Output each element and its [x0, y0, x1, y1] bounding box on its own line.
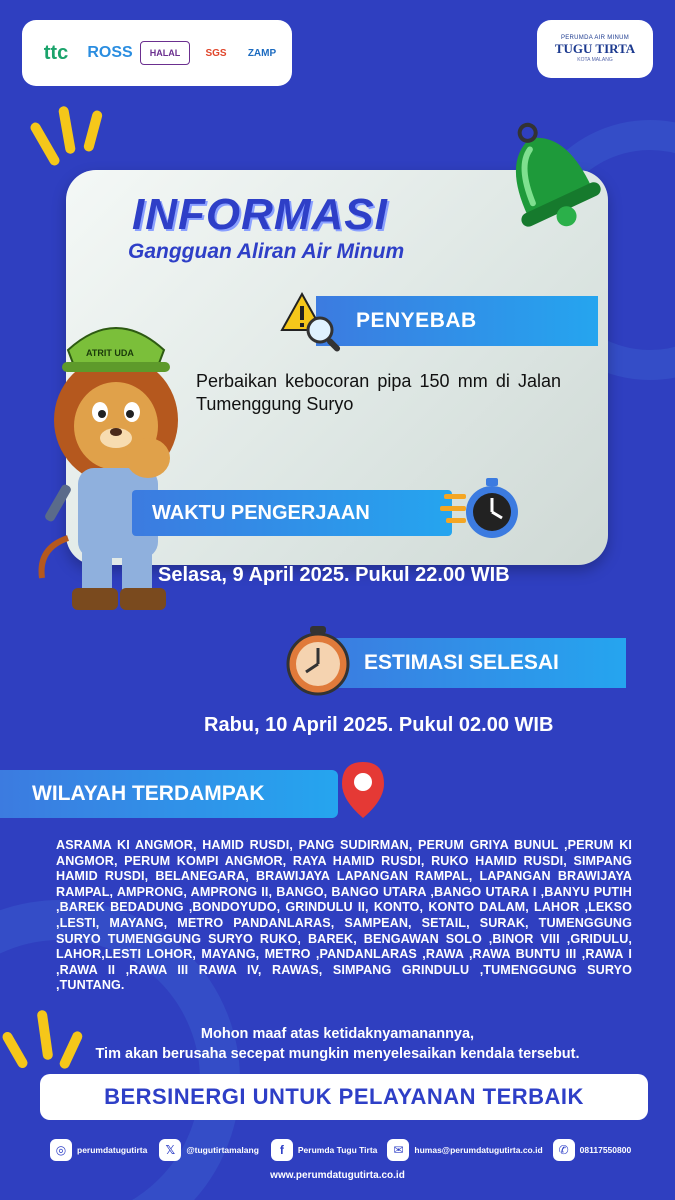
wilayah-label: WILAYAH TERDAMPAK [32, 782, 265, 805]
instagram-handle: perumdatugutirta [77, 1145, 148, 1155]
bell-icon [470, 95, 620, 245]
apology-message [40, 1024, 635, 1064]
email-icon: ✉ [387, 1139, 409, 1161]
email-address: humas@perumdatugutirta.co.id [414, 1145, 543, 1155]
x-link[interactable] [159, 1139, 259, 1161]
zamp-logo: ZAMP [247, 47, 277, 59]
penyebab-header [316, 296, 598, 346]
halal-logo: HALAL [140, 41, 190, 65]
apology-line-2: Tim akan berusaha secepat mungkin menyelesaikan kendala tersebut. [95, 1046, 580, 1062]
decor-stroke [83, 109, 104, 152]
ross-logo: ROSS [87, 44, 133, 61]
clock-icon [284, 624, 352, 696]
x-icon: 𝕏 [159, 1139, 181, 1161]
estimasi-text: Rabu, 10 April 2025. Pukul 02.00 WIB [204, 714, 554, 736]
tugu-tirta-logo [537, 20, 653, 78]
waktu-label: WAKTU PENGERJAAN [152, 501, 370, 524]
decor-stroke [29, 121, 62, 168]
location-pin-icon [338, 760, 388, 822]
wilayah-header [0, 770, 338, 818]
penyebab-text: Perbaikan kebocoran pipa 150 mm di Jalan Tumenggung Suryo [196, 371, 561, 414]
facebook-icon: f [271, 1139, 293, 1161]
social-links [50, 1136, 650, 1164]
waktu-text: Selasa, 9 April 2025. Pukul 22.00 WIB [158, 564, 510, 586]
ttc-logo: ttc [43, 41, 69, 64]
partner-logos [22, 20, 292, 86]
brand-tagline: PERUMDA AIR MINUM [560, 35, 630, 41]
waktu-header [132, 490, 452, 536]
estimasi-label: ESTIMASI SELESAI [364, 651, 559, 674]
page-subtitle: Gangguan Aliran Air Minum [128, 240, 405, 263]
instagram-icon: ◎ [50, 1139, 72, 1161]
penyebab-label: PENYEBAB [356, 309, 477, 332]
decor-stroke [58, 105, 76, 154]
sgs-logo: SGS [205, 47, 227, 59]
facebook-handle: Perumda Tugu Tirta [297, 1145, 378, 1155]
estimasi-header [316, 638, 626, 688]
page-title: INFORMASI [132, 190, 388, 239]
instagram-link[interactable] [50, 1139, 147, 1161]
website-link[interactable]: www.perumdatugutirta.co.id [270, 1170, 405, 1181]
apology-line-1: Mohon maaf atas ketidaknyamanannya, [200, 1026, 475, 1042]
brand-name: TUGU TIRTA [554, 41, 636, 56]
whatsapp-link[interactable] [553, 1139, 632, 1161]
whatsapp-icon: ✆ [553, 1139, 575, 1161]
warning-search-icon [280, 290, 348, 356]
slogan-text: BERSINERGI UNTUK PELAYANAN TERBAIK [104, 1084, 584, 1109]
svg-text:ATRIT UDA: ATRIT UDA [86, 348, 134, 358]
stopwatch-icon [440, 474, 522, 544]
brand-city: KOTA MALANG [577, 57, 613, 63]
whatsapp-number: 08117550800 [579, 1145, 632, 1155]
email-link[interactable] [387, 1139, 542, 1161]
affected-areas: ASRAMA KI ANGMOR, HAMID RUSDI, PANG SUDIRMAN, PERUM GRIYA BUNUL ,PERUM KI ANGMOR, PERUM KOMPI ANGMOR, RAYA HAMID RUSDI, RUKO HAMID RUSDI, SIMPANG HAMID RUSDI, BELANEGARA, BRAWIJAYA LAPANGAN RAMPAL, LAPANGAN BRAWIJAYA RAMPAL, AMPRONG, AMPRONG II, BANGO, BANGO UTARA ,BANGO UTARA I ,BANYU PUTIH ,BAREK BEDADUNG ,BONDOYUDO, GRINDULU II, KONTO, KONTO DALAM, LAHOR ,LEKSO ,LESTI, MAYANG, METRO PANDANLARAS, SAMPEAN, SETAIL, SURAK, TUMENGGUNG SURYO TUMENGGUNG SURYO RUKO, BAREK, BENGAWAN SOLO ,BINOR VIII ,GRIDULU, LAHOR,LESTI LOHOR, MAYANG, METRO ,PANDANLARAS ,RAWA ,RAWA BUNTU III ,RAWA I ,RAWA II ,RAWA III RAWA IV, RAWAS, SIMPANG GRINDULU ,TUMENGGUNG SURYO ,TUNTANG. [56, 838, 632, 993]
x-handle: @tugutirtamalang [186, 1145, 259, 1155]
slogan-banner [40, 1074, 648, 1120]
facebook-link[interactable] [271, 1139, 378, 1161]
